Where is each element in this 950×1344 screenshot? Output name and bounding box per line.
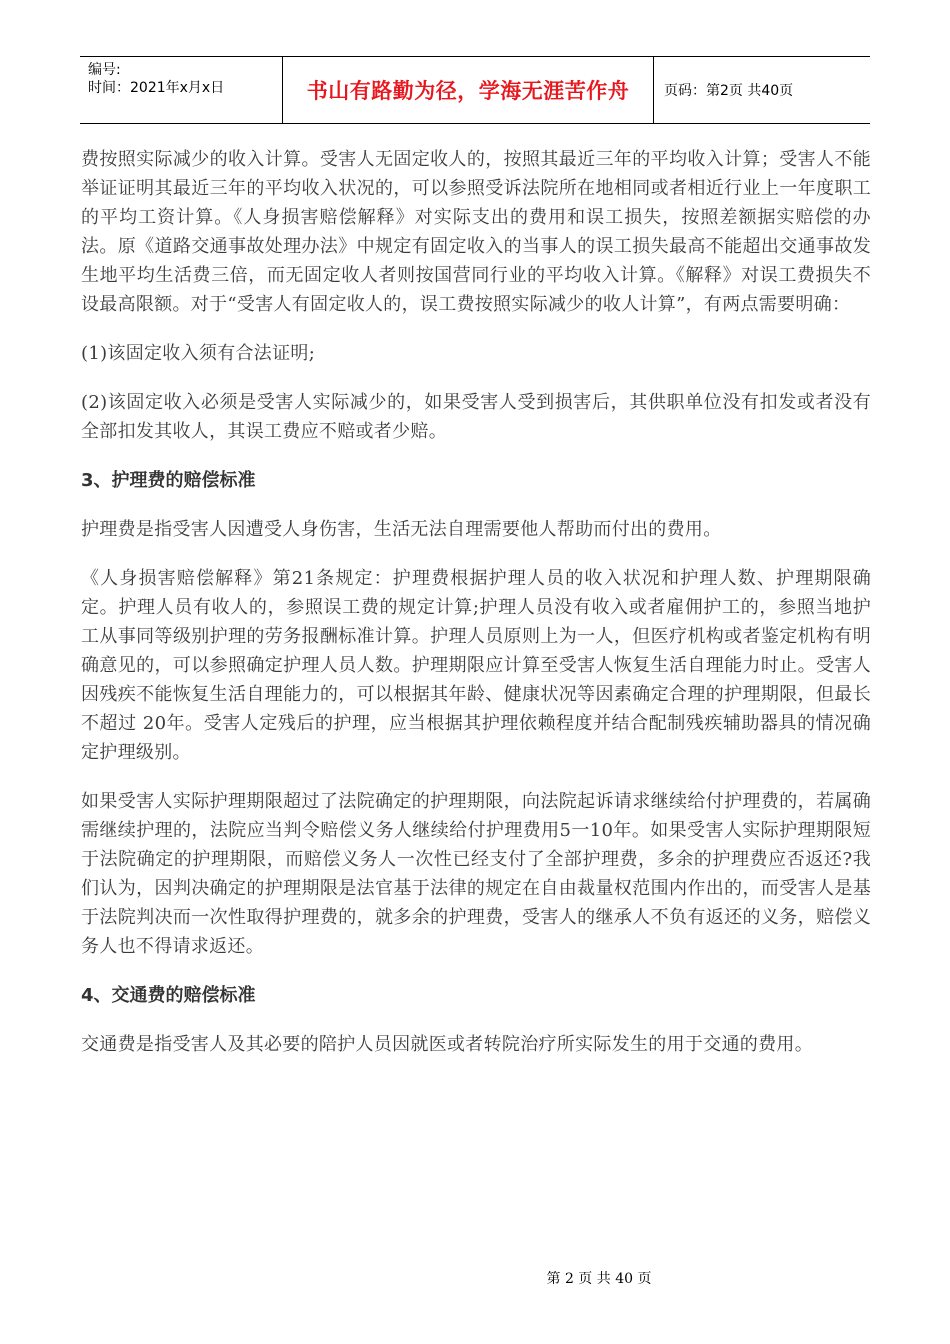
body-paragraph: (2)该固定收入必须是受害人实际减少的，如果受害人受到损害后，其供职单位没有扣发或者没有全部扣发其收人，其误工费应不赔或者少赔。 — [81, 392, 871, 442]
page-header — [80, 56, 870, 124]
document-number-label: 编号: — [88, 62, 121, 78]
header-meta — [80, 57, 282, 123]
body-paragraph: 护理费是指受害人因遭受人身伤害，生活无法自理需要他人帮助而付出的费用。 — [81, 519, 722, 540]
body-paragraph: 《人身损害赔偿解释》第21条规定：护理费根据护理人员的收入状况和护理人数、护理期限确定。护理人员有收人的，参照误工费的规定计算;护理人员没有收入或者雇佣护工的，参照当地护工从事同等级别护理的劳务报酬标准计算。护理人员原则上为一人，但医疗机构或者鉴定机构有明确意见的，可以参照确定护理人员人数。护理期限应计算至受害人恢复生活自理能力时止。受害人因残疾不能恢复生活自理能力的，可以根据其年龄、健康状况等因素确定合理的护理期限，但最长不超过 20年。受害人定残后的护理，应当根据其护理依赖程度并结合配制残疾辅助器具的情况确定护理级别。 — [81, 568, 871, 763]
body-paragraph: 如果受害人实际护理期限超过了法院确定的护理期限，向法院起诉请求继续给付护理费的，若属确需继续护理的，法院应当判令赔偿义务人继续给付护理费用5一10年。如果受害人实际护理期限短于法院确定的护理期限，而赔偿义务人一次性已经支付了全部护理费，多余的护理费应否返还?我们认为，因判决确定的护理期限是法官基于法律的规定在自由裁量权范围内作出的，而受害人是基于法院判决而一次性取得护理费的，就多余的护理费，受害人的继承人不负有返还的义务，赔偿义务人也不得请求返还。 — [81, 791, 871, 957]
header-motto: 书山有路勤为径，学海无涯苦作舟 — [282, 57, 654, 123]
document-time-label: 时间：2021年x月x日 — [88, 80, 225, 96]
body-paragraph: (1)该固定收入须有合法证明; — [81, 343, 316, 364]
page-footer — [0, 1268, 950, 1288]
footer-page-number: 第 2 页 共 40 页 — [546, 1271, 652, 1287]
body-paragraph: 费按照实际减少的收入计算。受害人无固定收人的，按照其最近三年的平均收入计算；受害人不能举证证明其最近三年的平均收入状况的，可以参照受诉法院所在地相同或者相近行业上一年度职工的平均工资计算。《人身损害赔偿解释》对实际支出的费用和误工损失，按照差额据实赔偿的办法。原《道路交通事故处理办法》中规定有固定收入的当事人的误工损失最高不能超出交通事故发生地平均生活费三倍，而无固定收人者则按国营同行业的平均收入计算。《解释》对误工费损失不设最高限额。对于“受害人有固定收人的，误工费按照实际减少的收人计算”，有两点需要明确： — [81, 149, 871, 315]
body-paragraph: 交通费是指受害人及其必要的陪护人员因就医或者转院治疗所实际发生的用于交通的费用。 — [81, 1034, 813, 1055]
document-body — [81, 145, 871, 1079]
section-heading: 4、交通费的赔偿标准 — [81, 985, 256, 1006]
header-page-code: 页码：第2页 共40页 — [664, 83, 794, 99]
section-heading: 3、护理费的赔偿标准 — [81, 470, 256, 491]
